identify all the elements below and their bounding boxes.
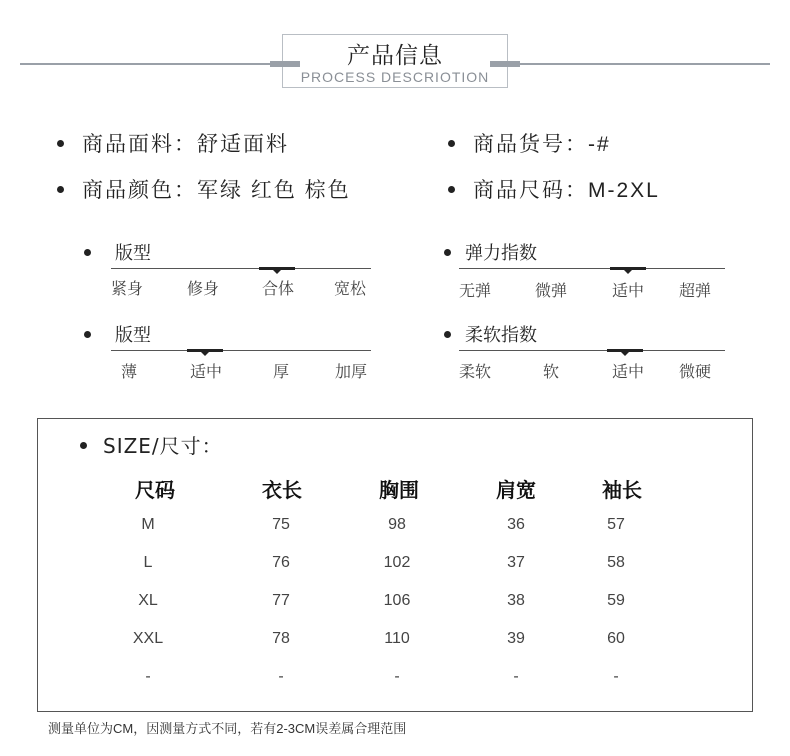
- size-header-size: 尺码: [135, 480, 175, 502]
- size-header-sleeve: 袖长: [602, 480, 642, 502]
- info-item-number: [448, 128, 611, 158]
- size-table-title: [80, 430, 223, 459]
- scale-thickness-marker: [187, 349, 223, 352]
- page-subtitle: PROCESS DESCRIOTION: [300, 69, 490, 85]
- scale-softness-marker: [607, 349, 643, 352]
- scale-softness-label: 柔软: [459, 364, 492, 381]
- page-title: 产品信息: [347, 42, 443, 68]
- header-accent-left: [270, 61, 300, 67]
- scale-fit-label: 宽松: [334, 281, 367, 298]
- scale-thickness-label: 加厚: [335, 364, 368, 381]
- scale-softness-label: 软: [543, 364, 560, 381]
- scale-fit-label: 合体: [262, 281, 295, 298]
- bullet-icon: [57, 186, 64, 193]
- table-cell: -: [145, 668, 151, 685]
- bullet-icon: [57, 140, 64, 147]
- scale-fit-title-text: 版型: [115, 243, 151, 263]
- table-cell: 39: [507, 630, 525, 647]
- table-cell: 58: [607, 554, 625, 571]
- scale-fit-marker: [259, 267, 295, 270]
- size-header-shoulder: 肩宽: [496, 480, 536, 502]
- table-cell: XXL: [132, 630, 164, 647]
- table-cell: -: [613, 668, 619, 685]
- table-cell: 36: [507, 516, 525, 533]
- table-cell: -: [278, 668, 284, 685]
- info-sizes-text: 商品尺码：M-2XL: [473, 179, 660, 202]
- header-divider-left: [20, 63, 282, 65]
- scale-elasticity-title: [444, 239, 537, 265]
- table-cell: XL: [138, 592, 158, 609]
- info-colors-text: 商品颜色：军绿 红色 棕色: [82, 179, 351, 202]
- bullet-icon: [444, 249, 451, 256]
- scale-elasticity-label: 微弹: [535, 283, 568, 300]
- scale-softness-title-text: 柔软指数: [465, 325, 537, 345]
- scale-elasticity-title-text: 弹力指数: [465, 243, 537, 263]
- scale-softness-label: 微硬: [679, 364, 712, 381]
- scale-thickness-title-text: 版型: [115, 325, 151, 345]
- table-cell: 75: [272, 516, 290, 533]
- scale-fit-label: 紧身: [111, 281, 144, 298]
- info-sizes: [448, 174, 660, 204]
- table-cell: L: [143, 554, 153, 571]
- info-fabric: [57, 128, 289, 158]
- table-cell: 76: [272, 554, 290, 571]
- table-cell: 57: [607, 516, 625, 533]
- scale-softness-line: [459, 350, 725, 351]
- table-cell: 98: [388, 516, 406, 533]
- scale-thickness-label: 适中: [190, 364, 223, 381]
- size-header-length: 衣长: [262, 480, 302, 502]
- measurement-footnote: 测量单位为CM，因测量方式不同，若有2-3CM误差属合理范围: [48, 721, 407, 736]
- scale-elasticity-label: 超弹: [679, 283, 712, 300]
- table-cell: 106: [383, 592, 411, 609]
- table-cell: 37: [507, 554, 525, 571]
- header-box: [282, 34, 508, 88]
- table-cell: -: [513, 668, 519, 685]
- table-cell: 110: [384, 630, 410, 647]
- table-cell: 102: [383, 554, 411, 571]
- bullet-icon: [84, 331, 91, 338]
- scale-fit-label: 修身: [187, 281, 220, 298]
- size-table-title-text: SIZE/尺寸：: [103, 434, 223, 458]
- scale-softness-title: [444, 321, 537, 347]
- table-cell: 59: [607, 592, 625, 609]
- bullet-icon: [444, 331, 451, 338]
- table-cell: 78: [272, 630, 290, 647]
- bullet-icon: [80, 442, 87, 449]
- table-cell: 77: [272, 592, 290, 609]
- scale-elasticity-line: [459, 268, 725, 269]
- bullet-icon: [448, 140, 455, 147]
- scale-thickness-title: [84, 321, 151, 347]
- info-colors: [57, 174, 351, 204]
- scale-thickness-label: 薄: [121, 364, 138, 381]
- scale-fit-title: [84, 239, 151, 265]
- scale-thickness-label: 厚: [273, 364, 290, 381]
- size-header-chest: 胸围: [379, 480, 419, 502]
- table-cell: 38: [507, 592, 525, 609]
- scale-thickness-line: [111, 350, 371, 351]
- scale-softness-label: 适中: [612, 364, 645, 381]
- table-cell: M: [141, 516, 155, 533]
- header-divider-right: [510, 63, 770, 65]
- scale-fit-line: [111, 268, 371, 269]
- bullet-icon: [84, 249, 91, 256]
- scale-elasticity-marker: [610, 267, 646, 270]
- info-item-number-text: 商品货号：-#: [473, 133, 611, 156]
- table-cell: -: [394, 668, 400, 685]
- info-fabric-text: 商品面料：舒适面料: [82, 133, 289, 156]
- table-cell: 60: [607, 630, 625, 647]
- header-accent-right: [490, 61, 520, 67]
- scale-elasticity-label: 无弹: [459, 283, 492, 300]
- scale-elasticity-label: 适中: [612, 283, 645, 300]
- bullet-icon: [448, 186, 455, 193]
